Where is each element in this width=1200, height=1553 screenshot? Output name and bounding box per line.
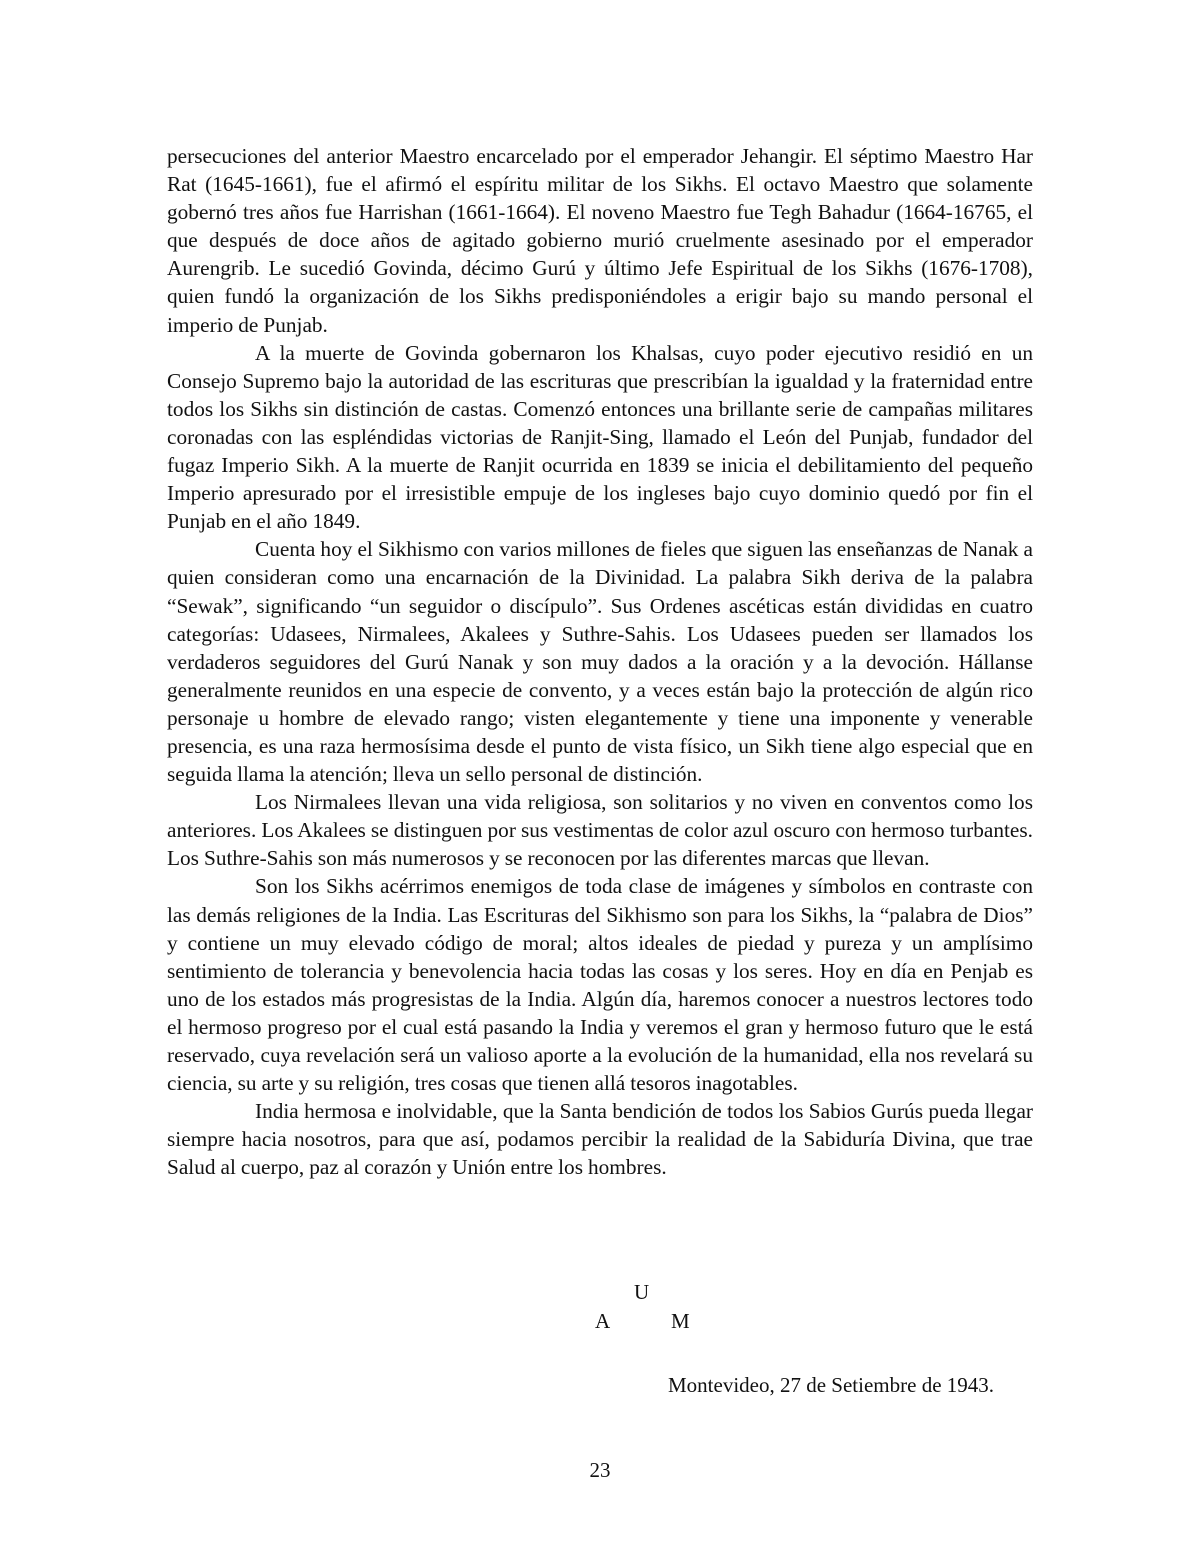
paragraph-2: A la muerte de Govinda gobernaron los Khalsas, cuyo poder ejecutivo residió en un Consejo Supremo bajo la autoridad de las escrituras que prescribían la igualdad y la fraternidad entre todos los Sikhs sin distinción de castas. Comenzó entonces una brillante serie de campañas militares coronadas con las espléndidas victorias de Ranjit-Sing, llamado el León del Punjab, fundador del fugaz Imperio Sikh. A la muerte de Ranjit ocurrida en 1839 se inicia el debilitamiento del pequeño Imperio apresurado por el irresistible empuje de los ingleses bajo cuyo dominio quedó por fin el Punjab en el año 1849.	[167, 340, 1033, 534]
paragraph-1: persecuciones del anterior Maestro encarcelado por el emperador Jehangir. El séptimo Maestro Har Rat (1645-1661), fue el afirmó el espíritu militar de los Sikhs. El octavo Maestro que solamente gobernó tres años fue Harrishan (1661-1664). El noveno Maestro fue Tegh Bahadur (1664-16765, el que después de doce años de agitado gobierno murió cruelmente asesinado por el emperador Aurengrib. Le sucedió Govinda, décimo Gurú y último Jefe Espiritual de los Sikhs (1676-1708), quien fundó la organización de los Sikhs predisponiéndoles a erigir bajo su mando personal el imperio de Punjab.	[167, 144, 1033, 337]
paragraph-5: Son los Sikhs acérrimos enemigos de toda clase de imágenes y símbolos en contraste con las demás religiones de la India. Las Escrituras del Sikhismo son para los Sikhs, la “palabra de Dios” y contiene un muy elevado código de moral; altos ideales de piedad y pureza y un amplísimo sentimiento de tolerancia y benevolencia hacia todas las cosas y los seres. Hoy en día en Penjab es uno de los estados más progresistas de la India. Algún día, haremos conocer a nuestros lectores todo el hermoso progreso por el cual está pasando la India y veremos el gran y hermoso futuro que le está reservado, cuya revelación será un valioso aporte a la evolución de la humanidad, ella nos revelará su ciencia, su arte y su religión, tres cosas que tienen allá tesoros inagotables.	[167, 874, 1033, 1096]
paragraph-6: India hermosa e inolvidable, que la Santa bendición de todos los Sabios Gurús pueda llegar siempre hacia nosotros, para que así, podamos percibir la realidad de la Sabiduría Divina, que trae Salud al cuerpo, paz al corazón y Unión entre los hombres.	[167, 1099, 1033, 1180]
monogram-left-letter: A	[595, 1309, 611, 1333]
page-number: 23	[589, 1458, 611, 1482]
paragraph-4: Los Nirmalees llevan una vida religiosa, son solitarios y no viven en conventos como los anteriores. Los Akalees se distinguen por sus vestimentas de color azul oscuro con hermoso turbantes. Los Suthre-Sahis son más numerosos y se reconocen por las diferentes marcas que llevan.	[167, 790, 1033, 871]
paragraph-3: Cuenta hoy el Sikhismo con varios millones de fieles que siguen las enseñanzas de Nanak a quien consideran como una encarnación de la Divinidad. La palabra Sikh deriva de la palabra “Sewak”, significando “un seguidor o discípulo”. Sus Ordenes ascéticas están divididas en cuatro categorías: Udasees, Nirmalees, Akalees y Suthre-Sahis. Los Udasees pueden ser llamados los verdaderos seguidores del Gurú Nanak y son muy dados a la oración y a la devoción. Hállanse generalmente reunidos en una especie de convento, y a veces están bajo la protección de algún rico personaje u hombre de elevado rango; visten elegantemente y tiene una imponente y venerable presencia, es una raza hermosísima desde el punto de vista físico, un Sikh tiene algo especial que en seguida llama la atención; lleva un sello personal de distinción.	[167, 537, 1033, 787]
monogram-top-letter: U	[634, 1280, 650, 1304]
body-text	[167, 142, 1033, 1181]
monogram-right-letter: M	[671, 1309, 690, 1333]
place-date-signoff: Montevideo, 27 de Setiembre de 1943.	[668, 1373, 995, 1397]
